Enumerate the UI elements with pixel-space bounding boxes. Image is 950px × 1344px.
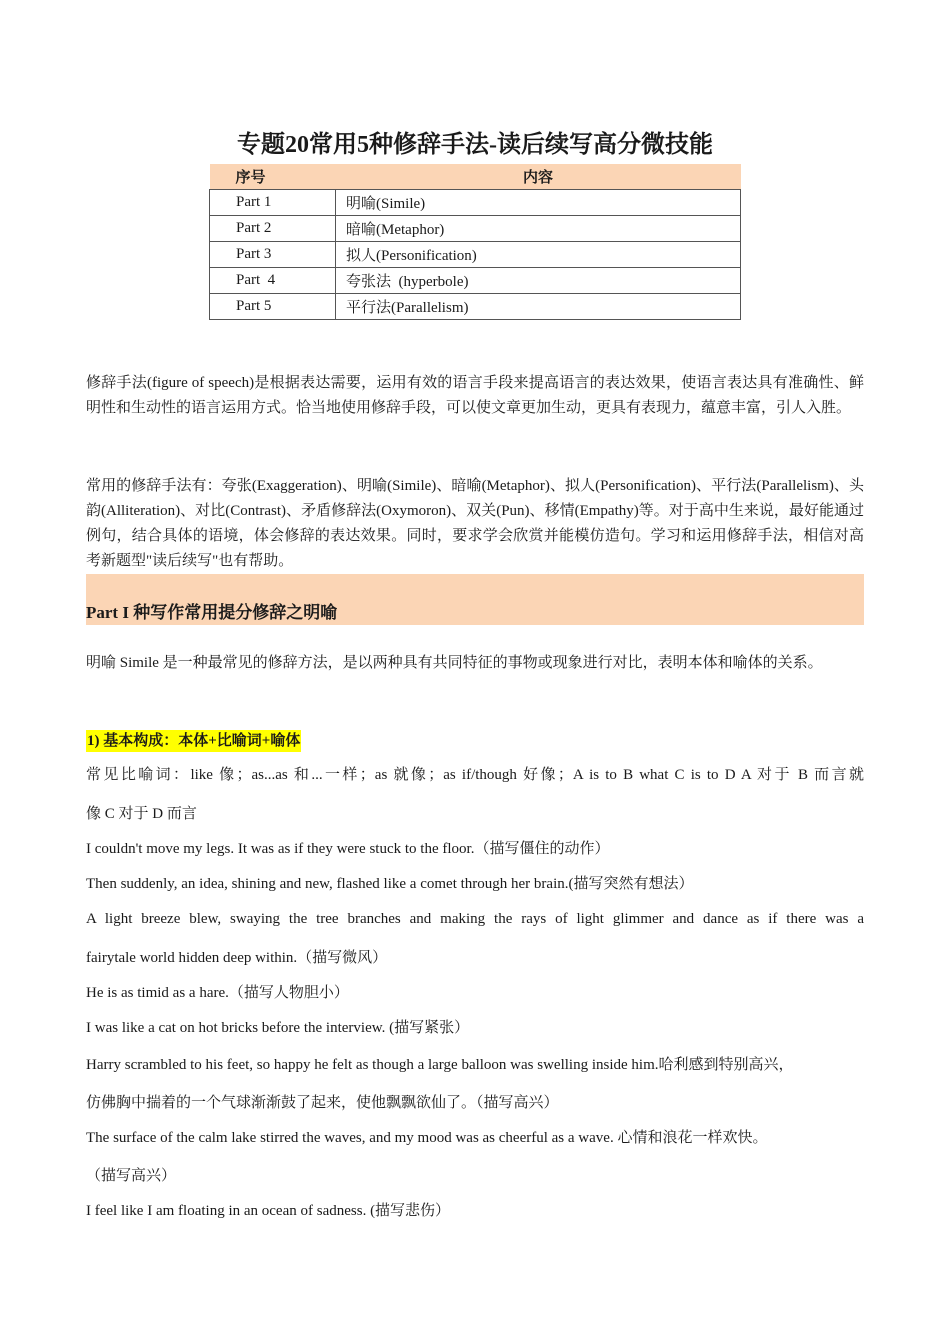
table-row — [210, 216, 741, 242]
structure-heading: 1) 基本构成：本体+比喻词+喻体 — [86, 730, 301, 752]
definition-paragraph: 明喻 Simile 是一种最常见的修辞方法，是以两种具有共同特征的事物或现象进行对比，表明本体和喻体的关系。 — [86, 655, 823, 671]
table-cell-content: 平行法(Parallelism) — [336, 294, 741, 320]
example-line: 像 C 对于 D 而言 — [86, 806, 197, 822]
column-header: 内容 — [336, 164, 741, 190]
table-row — [210, 294, 741, 320]
example-line: A light breeze blew, swaying the tree branches and making the rays of light glimmer and dance as if there was a — [86, 911, 864, 927]
example-line: I was like a cat on hot bricks before the interview. (描写紧张） — [86, 1020, 470, 1036]
example-line: （描写高兴） — [86, 1168, 177, 1184]
intro-paragraph: 常用的修辞手法有：夸张(Exaggeration)、明喻(Simile)、暗喻(Metaphor)、拟人(Personification)、平行法(Parallelism)、头韵(Alliteration)、对比(Contrast)、矛盾修辞法(Oxymoron)、双关(Pun)、移情(Empathy)等。对于高中生来说，最好能通过例句，结合具体的语境，体会修辞的表达效果。同时，要求学会欣赏并能模仿造句。学习和运用修辞手法，相信对高考新题型"读后续写"也有帮助。 — [86, 478, 864, 569]
table-row — [210, 268, 741, 294]
table-cell-content: 夸张法 (hyperbole) — [336, 268, 741, 294]
table-header-row — [210, 164, 741, 190]
example-line: Then suddenly, an idea, shining and new, flashed like a comet through her brain.(描写突然有想法） — [86, 876, 694, 892]
table-row — [210, 190, 741, 216]
table-cell-part: Part 5 — [210, 294, 336, 320]
example-line: I feel like I am floating in an ocean of sadness. (描写悲伤） — [86, 1203, 451, 1219]
example-line: Harry scrambled to his feet, so happy he felt as though a large balloon was swelling inside him.哈利感到特别高兴， — [86, 1057, 794, 1073]
section-title: Part I 种写作常用提分修辞之明喻 — [86, 603, 338, 622]
table-cell-part: Part 2 — [210, 216, 336, 242]
example-line: He is as timid as a hare.（描写人物胆小） — [86, 985, 349, 1001]
table-cell-content: 明喻(Simile) — [336, 190, 741, 216]
table-cell-content: 拟人(Personification) — [336, 242, 741, 268]
table-row — [210, 242, 741, 268]
table-cell-part: Part 3 — [210, 242, 336, 268]
example-line: The surface of the calm lake stirred the waves, and my mood was as cheerful as a wave. 心情和浪花一样欢快。 — [86, 1130, 768, 1146]
table-cell-part: Part 1 — [210, 190, 336, 216]
example-line: I couldn't move my legs. It was as if they were stuck to the floor.（描写僵住的动作） — [86, 841, 610, 857]
page-title: 专题20常用5种修辞手法-读后续写高分微技能 — [237, 132, 713, 158]
example-line: 常见比喻词：like 像；as...as 和...一样；as 就像；as if/though 好像；A is to B what C is to D A 对于 B 而言就 — [86, 767, 864, 783]
intro-paragraph: 修辞手法(figure of speech)是根据表达需要，运用有效的语言手段来提高语言的表达效果，使语言表达具有准确性、鲜明性和生动性的语言运用方式。恰当地使用修辞手段，可以使文章更加生动，更具有表现力，蕴意丰富，引人入胜。 — [86, 375, 864, 416]
contents-table — [209, 164, 741, 320]
example-line: fairytale world hidden deep within.（描写微风） — [86, 950, 388, 966]
example-line: 仿佛胸中揣着的一个气球渐渐鼓了起来，使他飘飘欲仙了。（描写高兴） — [86, 1095, 559, 1111]
table-cell-content: 暗喻(Metaphor) — [336, 216, 741, 242]
column-header: 序号 — [210, 164, 336, 190]
table-cell-part: Part 4 — [210, 268, 336, 294]
